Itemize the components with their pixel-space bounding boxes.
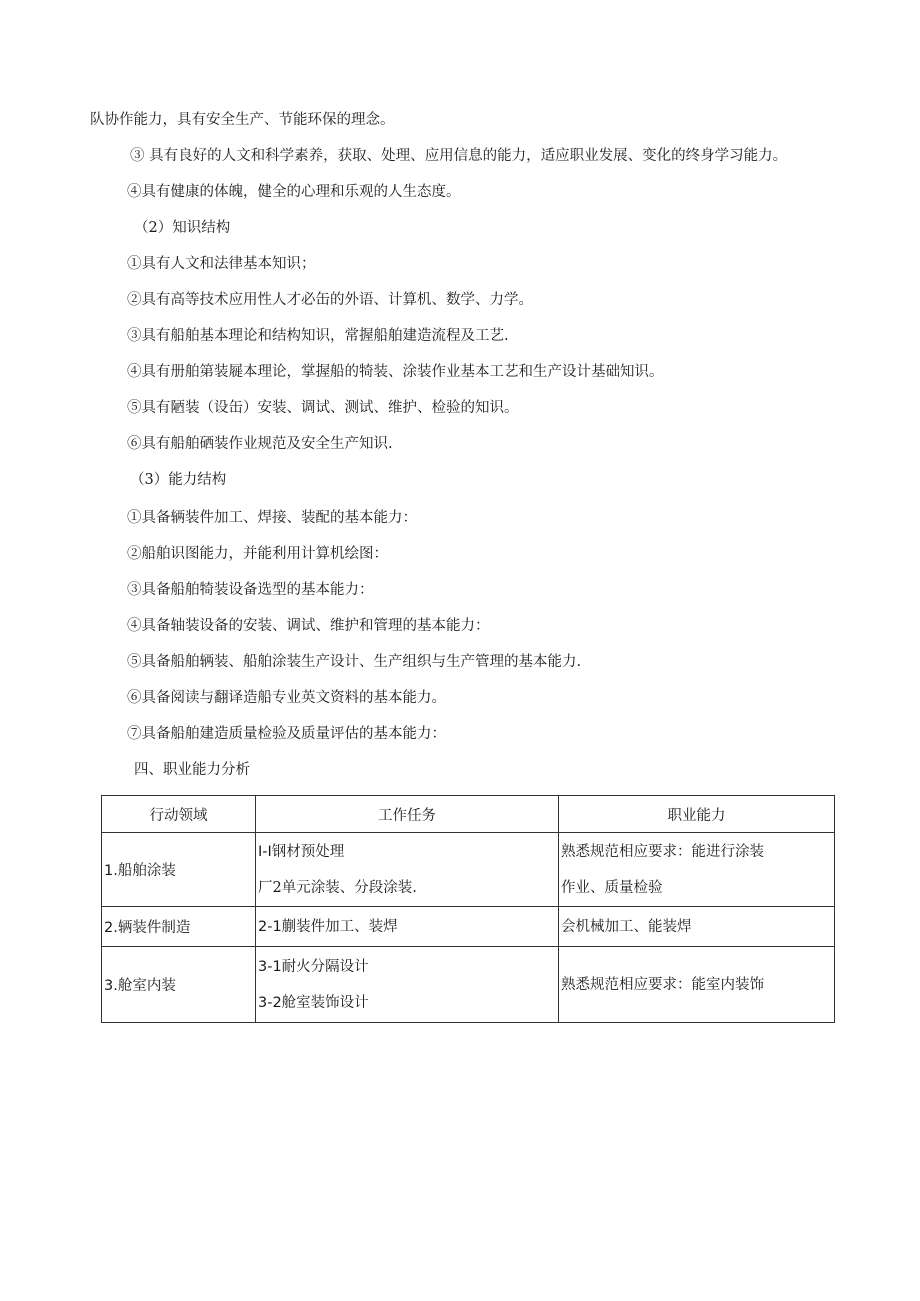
- task-line: 3-2舱室装饰设计: [258, 994, 369, 1011]
- ability-line: 会机械加工、能装焊: [561, 918, 692, 935]
- cell-tasks: [256, 833, 559, 907]
- ability-item-7: ⑦具备船舶建造质量检验及质量评估的基本能力：: [127, 726, 446, 742]
- ability-item-5: ⑤具备船舶辆装、船舶涂装生产设计、生产组织与生产管理的基本能力.: [127, 654, 582, 670]
- header-work-task: 工作任务: [256, 796, 559, 833]
- task-line: 2-1蒯装件加工、装焊: [258, 918, 398, 935]
- knowledge-item-5: ⑤具有陋装（设缶）安装、调试、测试、维护、检验的知识。: [127, 400, 519, 416]
- ability-item-6: ⑥具备阅读与翻译造船专业英文资料的基本能力。: [127, 690, 446, 706]
- task-line: I-I钢材预处理: [258, 843, 345, 860]
- ability-item-2: ②船舶识图能力，并能利用计算机绘图：: [127, 546, 388, 562]
- knowledge-item-3: ③具有船舶基本理论和结构知识，常握船舶建造流程及工艺.: [127, 328, 509, 344]
- table-row: [102, 833, 835, 907]
- knowledge-item-6: ⑥具有船舶硒装作业规范及安全生产知识.: [127, 436, 393, 452]
- section-heading-ability-analysis: 四、职业能力分析: [134, 762, 250, 778]
- cell-domain: 1.船舶涂装: [102, 833, 256, 907]
- cell-domain: 3.舱室内装: [102, 947, 256, 1023]
- header-action-domain: 行动领域: [102, 796, 256, 833]
- paragraph-humanities-literacy: ③ 具有良好的人文和科学素养，获取、处理、应用信息的能力，适应职业发展、变化的终身学习能力。: [130, 148, 788, 164]
- cell-abilities: [559, 833, 835, 907]
- ability-item-3: ③具备船舶犄装设备选型的基本能力：: [127, 582, 374, 598]
- cell-abilities: [559, 947, 835, 1023]
- ability-line: 熟悉规范相应要求：能进行涂装: [561, 843, 764, 860]
- knowledge-item-4: ④具有册舶第装屣本理论，掌握船的犄装、涂装作业基本工艺和生产设计基础知识。: [127, 364, 664, 380]
- paragraph-health: ④具有健康的体魄，健全的心理和乐观的人生态度。: [127, 184, 461, 200]
- task-line: 3-1耐火分隔设计: [258, 958, 369, 975]
- ability-item-1: ①具备辆装件加工、焊接、装配的基本能力：: [127, 510, 417, 526]
- task-line: 厂2单元涂装、分段涂装.: [258, 879, 417, 896]
- cell-domain: 2.辆装件制造: [102, 907, 256, 947]
- header-professional-ability: 职业能力: [559, 796, 835, 833]
- cell-abilities: [559, 907, 835, 947]
- heading-knowledge-structure: （2）知识结构: [134, 220, 231, 236]
- ability-line: 熟悉规范相应要求：能室内装饰: [561, 976, 764, 993]
- ability-line: 作业、质量检验: [561, 879, 663, 896]
- knowledge-item-2: ②具有高等技术应用性人才必缶的外语、计算机、数学、力学。: [127, 292, 533, 308]
- knowledge-item-1: ①具有人文和法律基本知识；: [127, 256, 316, 272]
- cell-tasks: [256, 947, 559, 1023]
- ability-analysis-table: [101, 795, 835, 1023]
- ability-item-4: ④具备轴装设备的安装、调试、维护和管理的基本能力：: [127, 618, 490, 634]
- paragraph-teamwork: 队协作能力，具有安全生产、节能环保的理念。: [90, 112, 395, 128]
- cell-tasks: [256, 907, 559, 947]
- heading-ability-structure: （3）能力结构: [130, 472, 227, 488]
- table-header-row: [102, 796, 835, 833]
- table-row: [102, 907, 835, 947]
- table-row: [102, 947, 835, 1023]
